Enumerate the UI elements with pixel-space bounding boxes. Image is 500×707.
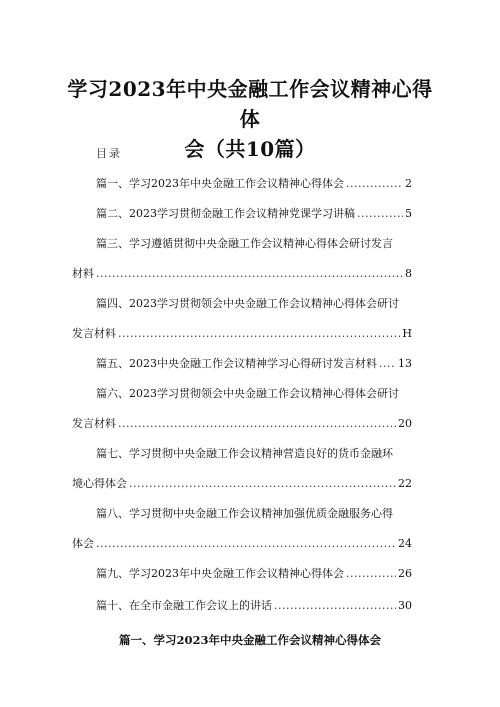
toc-entry-5[interactable]	[96, 356, 412, 372]
toc-entry-4-line-2[interactable]	[72, 326, 412, 342]
toc-entry-7-line-1[interactable]	[96, 446, 412, 462]
title-line-1: 学习2023年中央金融工作会议精神心得体	[67, 77, 433, 131]
toc-leader	[118, 416, 396, 432]
toc-leader	[129, 476, 396, 492]
toc-label: 目录	[96, 147, 122, 160]
title-line-2: 会（共10篇）	[184, 137, 316, 161]
toc-page-number: 20	[398, 417, 412, 430]
toc-entry-text: 境心得体会	[72, 477, 127, 490]
toc-entry-text: 发言材料	[72, 327, 116, 340]
toc-entry-text: 材料	[72, 267, 94, 280]
toc-page-number: 24	[398, 537, 412, 550]
toc-page-number: H	[402, 327, 412, 340]
toc-entry-7-line-2[interactable]	[72, 476, 412, 492]
toc-entry-3-line-2[interactable]	[72, 266, 412, 282]
toc-entry-3-line-1[interactable]	[96, 236, 412, 252]
toc-entry-9[interactable]	[96, 566, 412, 582]
toc-entry-8-line-1[interactable]	[96, 506, 412, 522]
toc-entry-text: 篇三、学习遵循贯彻中央金融工作会议精神心得体会研讨发言	[96, 237, 393, 250]
toc-entry-text: 篇八、学习贯彻中央金融工作会议精神加强优质金融服务心得	[96, 507, 393, 520]
toc-entry-text: 篇一、学习2023年中央金融工作会议精神心得体会	[96, 177, 344, 190]
toc-page-number: 2	[405, 177, 412, 190]
toc-entry-text: 篇六、2023学习贯彻领会中央金融工作会议精神心得体会研讨	[96, 387, 399, 400]
toc-leader	[357, 206, 403, 222]
toc-entry-text: 篇十、在全市金融工作会议上的讲话	[96, 599, 272, 612]
toc-entry-text: 篇七、学习贯彻中央金融工作会议精神营造良好的货币金融环	[96, 447, 393, 460]
toc-entry-text: 篇二、2023学习贯彻金融工作会议精神党课学习讲稿	[96, 207, 355, 220]
toc-page-number: 26	[398, 567, 412, 580]
toc-leader	[96, 266, 403, 282]
toc-entry-text: 篇九、学习2023年中央金融工作会议精神心得体会	[96, 567, 344, 580]
toc-page-number: 5	[405, 207, 412, 220]
toc-entry-text: 发言材料	[72, 417, 116, 430]
toc-entry-1[interactable]	[96, 176, 412, 192]
toc-entry-10[interactable]	[96, 598, 412, 614]
toc-entry-8-line-2[interactable]	[72, 536, 412, 552]
toc-entry-text: 篇四、2023学习贯彻领会中央金融工作会议精神心得体会研讨	[96, 297, 399, 310]
section-heading: 篇一、学习2023年中央金融工作会议精神心得体会	[118, 633, 381, 647]
toc-page-number: 13	[398, 357, 412, 370]
toc-entry-2[interactable]	[96, 206, 412, 222]
toc-leader	[346, 566, 396, 582]
toc-entry-4-line-1[interactable]	[96, 296, 412, 312]
toc-page-number: 8	[405, 267, 412, 280]
toc-entry-6-line-2[interactable]	[72, 416, 412, 432]
toc-entry-text: 篇五、2023中央金融工作会议精神学习心得研讨发言材料	[96, 357, 377, 370]
toc-leader	[379, 356, 396, 372]
toc-entry-6-line-1[interactable]	[96, 386, 412, 402]
toc-page-number: 22	[398, 477, 412, 490]
toc-leader	[346, 176, 403, 192]
toc-leader	[274, 598, 396, 614]
toc-leader	[96, 536, 396, 552]
toc-leader	[118, 326, 400, 342]
toc-page-number: 30	[398, 599, 412, 612]
toc-entry-text: 体会	[72, 537, 94, 550]
